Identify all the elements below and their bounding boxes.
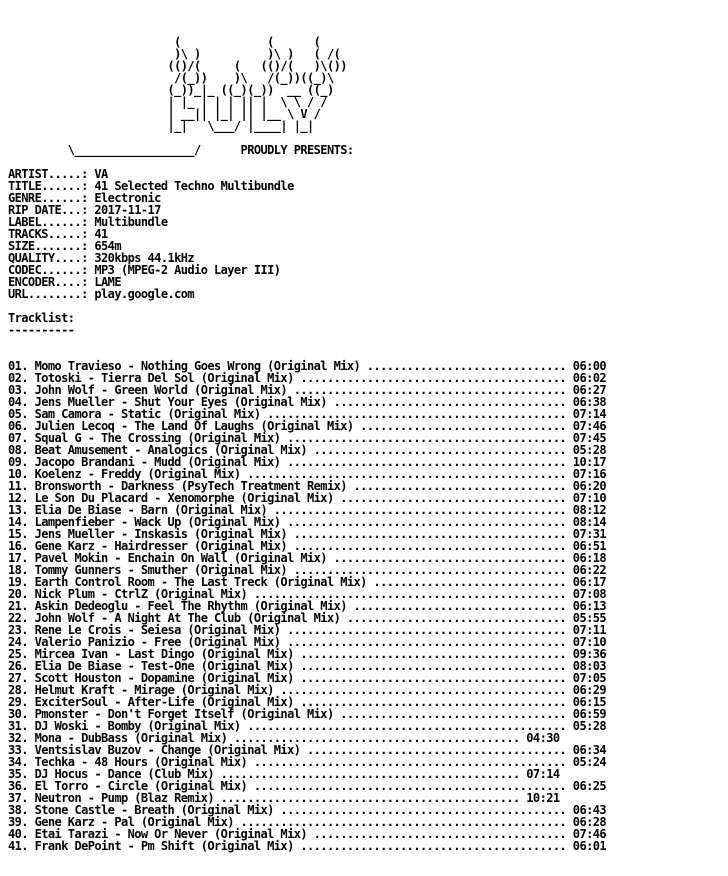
track-row: 29. ExciterSoul - After-Life (Original Mix) ........................................ 06:15 bbox=[8, 695, 607, 709]
track-row: 35. DJ Hocus - Dance (Club Mix) ............................................. 07:14 bbox=[8, 767, 560, 781]
logo-art-line: (()/( ( (()/( )\()) bbox=[8, 59, 347, 73]
logo-art-line: | |_ | | | || | \ \ / / bbox=[8, 95, 327, 109]
track-row: 27. Scott Houston - Dopamine (Original Mix) ........................................ 07:05 bbox=[8, 671, 607, 685]
info-line: CODEC......: MP3 (MPEG-2 Audio Layer III) bbox=[8, 263, 281, 277]
info-line: ARTIST.....: VA bbox=[8, 167, 108, 181]
info-line: URL........: play.google.com bbox=[8, 287, 195, 301]
tracklist-underline: ---------- bbox=[8, 323, 75, 337]
track-row: 21. Askin Dedeoglu - Feel The Rhythm (Original Mix) ................................ 06:13 bbox=[8, 599, 607, 613]
track-row: 23. Rene Le Crois - Seiesa (Original Mix) .......................................... 07:11 bbox=[8, 623, 607, 637]
tracklist bbox=[8, 360, 728, 852]
info-line: RIP DATE...: 2017-11-17 bbox=[8, 203, 161, 217]
track-row: 03. John Wolf - Green World (Original Mix) ......................................... 06:27 bbox=[8, 383, 607, 397]
track-row: 39. Gene Karz - Pal (Original Mix) ................................................. 06:28 bbox=[8, 815, 607, 829]
track-row: 40. Etai Tarazi - Now Or Never (Original Mix) ...................................... 07:46 bbox=[8, 827, 607, 841]
track-row: 07. Squal G - The Crossing (Original Mix) .......................................... 07:45 bbox=[8, 431, 607, 445]
logo-art-line: (_))_|_ ((_)(_)) __ ((_) bbox=[8, 83, 334, 97]
track-row: 02. Totoski - Tierra Del Sol (Original Mix) ........................................ 06:02 bbox=[8, 371, 607, 385]
track-row: 24. Valerio Panizio - Free (Original Mix) .......................................... 07:10 bbox=[8, 635, 607, 649]
track-row: 14. Lampenfieber - Wack Up (Original Mix) .......................................... 08:14 bbox=[8, 515, 607, 529]
track-row: 18. Tommy Gunners - Smuther (Original Mix) ......................................... 06:22 bbox=[8, 563, 607, 577]
track-row: 05. Sam Camora - Static (Original Mix) ............................................. 07:14 bbox=[8, 407, 607, 421]
track-row: 28. Helmut Kraft - Mirage (Original Mix) ........................................... 06:29 bbox=[8, 683, 607, 697]
track-row: 15. Jens Mueller - Inskasis (Original Mix) ......................................... 07:31 bbox=[8, 527, 607, 541]
track-row: 22. John Wolf - A Night At The Club (Original Mix) ................................. 05:55 bbox=[8, 611, 607, 625]
track-row: 25. Mircea Ivan - Last Dingo (Original Mix) ........................................ 09:36 bbox=[8, 647, 607, 661]
logo-art-line: /(_)) )\ /(_))((_)\ bbox=[8, 71, 334, 85]
info-line: SIZE.......: 654m bbox=[8, 239, 121, 253]
info-line: GENRE......: Electronic bbox=[8, 191, 161, 205]
track-row: 41. Frank DePoint - Pm Shift (Original Mix) ........................................ 06:01 bbox=[8, 839, 607, 853]
track-row: 17. Pavel Mokin - Enchain On Wall (Original Mix) ................................... 06:18 bbox=[8, 551, 607, 565]
release-info bbox=[8, 168, 728, 300]
tracklist-heading: Tracklist: bbox=[8, 311, 75, 325]
track-row: 16. Gene Karz - Hairdresser (Original Mix) ......................................... 06:51 bbox=[8, 539, 607, 553]
track-row: 30. Pmonster - Don't Forget Itself (Original Mix) .................................. 06:59 bbox=[8, 707, 607, 721]
track-row: 34. Techka - 48 Hours (Original Mix) ............................................... 05:24 bbox=[8, 755, 607, 769]
track-row: 20. Nick Plum - CtrlZ (Original Mix) ............................................... 07:08 bbox=[8, 587, 607, 601]
track-row: 31. DJ Woski - Bomby (Original Mix) ................................................ 05:28 bbox=[8, 719, 607, 733]
logo-ascii-art bbox=[8, 36, 728, 132]
track-row: 13. Elia De Biase - Barn (Original Mix) ............................................ 08:12 bbox=[8, 503, 607, 517]
track-row: 01. Momo Travieso - Nothing Goes Wrong (Original Mix) .............................. 06:00 bbox=[8, 359, 607, 373]
track-row: 37. Neutron - Pump (Blaz Remix) ............................................. 10:21 bbox=[8, 791, 560, 805]
track-row: 32. Mona - DubBass (Original Mix) ........................................... 04:30 bbox=[8, 731, 560, 745]
logo-art-line: | __|| |_| || |__ \ V / bbox=[8, 107, 321, 121]
track-row: 04. Jens Mueller - Shut Your Eyes (Original Mix) ................................... 06:38 bbox=[8, 395, 607, 409]
track-row: 11. Bronsworth - Darkness (PsyTech Treatment Remix) ................................ 06:20 bbox=[8, 479, 607, 493]
track-row: 10. Koelenz - Freddy (Original Mix) ................................................ 07:16 bbox=[8, 467, 607, 481]
info-line: TITLE......: 41 Selected Techno Multibundle bbox=[8, 179, 294, 193]
info-line: ENCODER....: LAME bbox=[8, 275, 121, 289]
logo-art-line: |_| \___/ |____| |_| bbox=[8, 119, 314, 133]
track-row: 12. Le Son Du Placard - Xenomorphe (Original Mix) .................................. 07:10 bbox=[8, 491, 607, 505]
track-row: 09. Jacopo Brandani - Mudd (Original Mix) .......................................... 10:17 bbox=[8, 455, 607, 469]
track-row: 26. Elia De Biase - Test-One (Original Mix) ........................................ 08:03 bbox=[8, 659, 607, 673]
track-row: 06. Julien Lecoq - The Land Of Laughs (Original Mix) ............................... 07:46 bbox=[8, 419, 607, 433]
track-row: 38. Stone Castle - Breath (Original Mix) ........................................... 06:43 bbox=[8, 803, 607, 817]
info-line: TRACKS.....: 41 bbox=[8, 227, 108, 241]
track-row: 08. Beat Amusement - Analogics (Original Mix) ...................................... 05:28 bbox=[8, 443, 607, 457]
track-row: 19. Earth Control Room - The Last Treck (Original Mix) ............................. 06:17 bbox=[8, 575, 607, 589]
info-line: LABEL......: Multibundle bbox=[8, 215, 168, 229]
logo-art-line: ( ( ( bbox=[8, 35, 321, 49]
info-line: QUALITY....: 320kbps 44.1kHz bbox=[8, 251, 195, 265]
track-row: 36. El Torro - Circle (Original Mix) ............................................... 06:25 bbox=[8, 779, 607, 793]
track-row: 33. Ventsislav Buzov - Change (Original Mix) ....................................... 06:34 bbox=[8, 743, 607, 757]
logo-art-line: )\ ) )\ ) ( /( bbox=[8, 47, 341, 61]
presents-line: \__________________/ PROUDLY PRESENTS: bbox=[8, 143, 354, 157]
